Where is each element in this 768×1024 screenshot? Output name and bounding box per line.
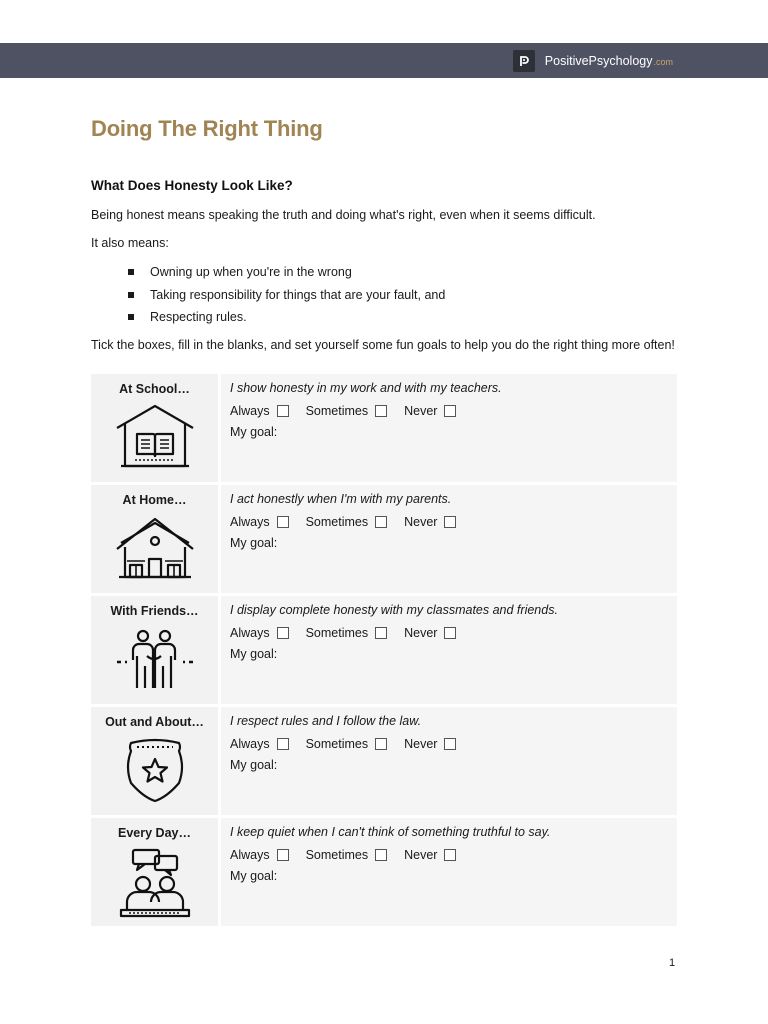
option-label: Always	[230, 848, 270, 862]
always-checkbox[interactable]	[277, 516, 289, 528]
frequency-options	[230, 512, 677, 532]
statement-text: I act honestly when I'm with my parents.	[230, 492, 452, 506]
statement-text: I respect rules and I follow the law.	[230, 714, 422, 728]
frequency-options	[230, 401, 677, 421]
option-sometimes	[306, 515, 388, 529]
list-item: Owning up when you're in the wrong	[128, 264, 445, 287]
frequency-options	[230, 623, 677, 643]
option-label: Never	[404, 515, 438, 529]
house-icon	[115, 515, 195, 584]
category-label: At Home…	[122, 493, 187, 507]
list-item: Respecting rules.	[128, 309, 445, 332]
option-never	[404, 404, 456, 418]
statement-cell	[221, 818, 677, 926]
option-label: Always	[230, 626, 270, 640]
option-label: Sometimes	[305, 848, 369, 862]
option-label: Sometimes	[305, 626, 369, 640]
always-checkbox[interactable]	[277, 738, 289, 750]
option-label: Sometimes	[305, 404, 369, 418]
category-cell	[91, 707, 218, 815]
option-label: Never	[404, 848, 438, 862]
option-sometimes	[306, 404, 388, 418]
category-cell	[91, 485, 218, 593]
p-logo-icon	[513, 50, 535, 72]
list-item: Taking responsibility for things that are your fault, and	[128, 287, 445, 310]
school-icon	[115, 404, 195, 473]
conversation-icon	[117, 848, 193, 923]
never-checkbox[interactable]	[444, 627, 456, 639]
option-label: Always	[230, 515, 270, 529]
goal-field[interactable]: My goal:	[230, 425, 278, 439]
option-never	[404, 737, 456, 751]
option-always	[230, 848, 289, 862]
option-label: Sometimes	[305, 737, 369, 751]
brand[interactable]	[513, 49, 673, 72]
instructions-text: Tick the boxes, fill in the blanks, and set yourself some fun goals to help you do the right thing more often!	[91, 338, 675, 352]
option-always	[230, 515, 289, 529]
frequency-options	[230, 734, 677, 754]
sometimes-checkbox[interactable]	[375, 849, 387, 861]
bullet-list	[128, 264, 445, 332]
header-bar	[0, 43, 768, 78]
statement-text: I display complete honesty with my classmates and friends.	[230, 603, 558, 617]
statement-text: I show honesty in my work and with my teachers.	[230, 381, 502, 395]
option-always	[230, 737, 289, 751]
category-label: Every Day…	[118, 826, 191, 840]
option-never	[404, 626, 456, 640]
statement-cell	[221, 374, 677, 482]
table-row	[91, 485, 677, 593]
goal-field[interactable]: My goal:	[230, 647, 278, 661]
table-row	[91, 596, 677, 704]
table-row	[91, 707, 677, 815]
never-checkbox[interactable]	[444, 405, 456, 417]
option-always	[230, 404, 289, 418]
option-always	[230, 626, 289, 640]
brand-suffix: .com	[653, 57, 673, 67]
option-label: Never	[404, 404, 438, 418]
category-label: At School…	[119, 382, 190, 396]
option-label: Never	[404, 626, 438, 640]
always-checkbox[interactable]	[277, 627, 289, 639]
frequency-options	[230, 845, 677, 865]
table-row	[91, 818, 677, 926]
option-sometimes	[306, 626, 388, 640]
category-cell	[91, 596, 218, 704]
category-cell	[91, 818, 218, 926]
always-checkbox[interactable]	[277, 405, 289, 417]
honesty-table	[91, 374, 677, 929]
never-checkbox[interactable]	[444, 738, 456, 750]
option-never	[404, 515, 456, 529]
sometimes-checkbox[interactable]	[375, 405, 387, 417]
statement-text: I keep quiet when I can't think of something truthful to say.	[230, 825, 551, 839]
statement-cell	[221, 596, 677, 704]
never-checkbox[interactable]	[444, 516, 456, 528]
also-means-text: It also means:	[91, 236, 169, 250]
sometimes-checkbox[interactable]	[375, 627, 387, 639]
statement-cell	[221, 707, 677, 815]
never-checkbox[interactable]	[444, 849, 456, 861]
table-row	[91, 374, 677, 482]
option-label: Always	[230, 404, 270, 418]
page-number: 1	[669, 957, 676, 969]
option-label: Never	[404, 737, 438, 751]
statement-cell	[221, 485, 677, 593]
police-badge-icon	[123, 737, 187, 808]
category-cell	[91, 374, 218, 482]
option-sometimes	[306, 737, 388, 751]
goal-field[interactable]: My goal:	[230, 869, 278, 883]
option-sometimes	[306, 848, 388, 862]
option-never	[404, 848, 456, 862]
category-label: With Friends…	[110, 604, 199, 618]
goal-field[interactable]: My goal:	[230, 758, 278, 772]
always-checkbox[interactable]	[277, 849, 289, 861]
sometimes-checkbox[interactable]	[375, 516, 387, 528]
page-title: Doing The Right Thing	[91, 116, 323, 141]
intro-text: Being honest means speaking the truth and doing what's right, even when it seems difficult.	[91, 208, 596, 222]
sometimes-checkbox[interactable]	[375, 738, 387, 750]
section-heading: What Does Honesty Look Like?	[91, 178, 293, 193]
option-label: Always	[230, 737, 270, 751]
friends-icon	[113, 626, 197, 695]
brand-name: PositivePsychology	[544, 53, 653, 68]
category-label: Out and About…	[105, 715, 204, 729]
goal-field[interactable]: My goal:	[230, 536, 278, 550]
option-label: Sometimes	[305, 515, 369, 529]
